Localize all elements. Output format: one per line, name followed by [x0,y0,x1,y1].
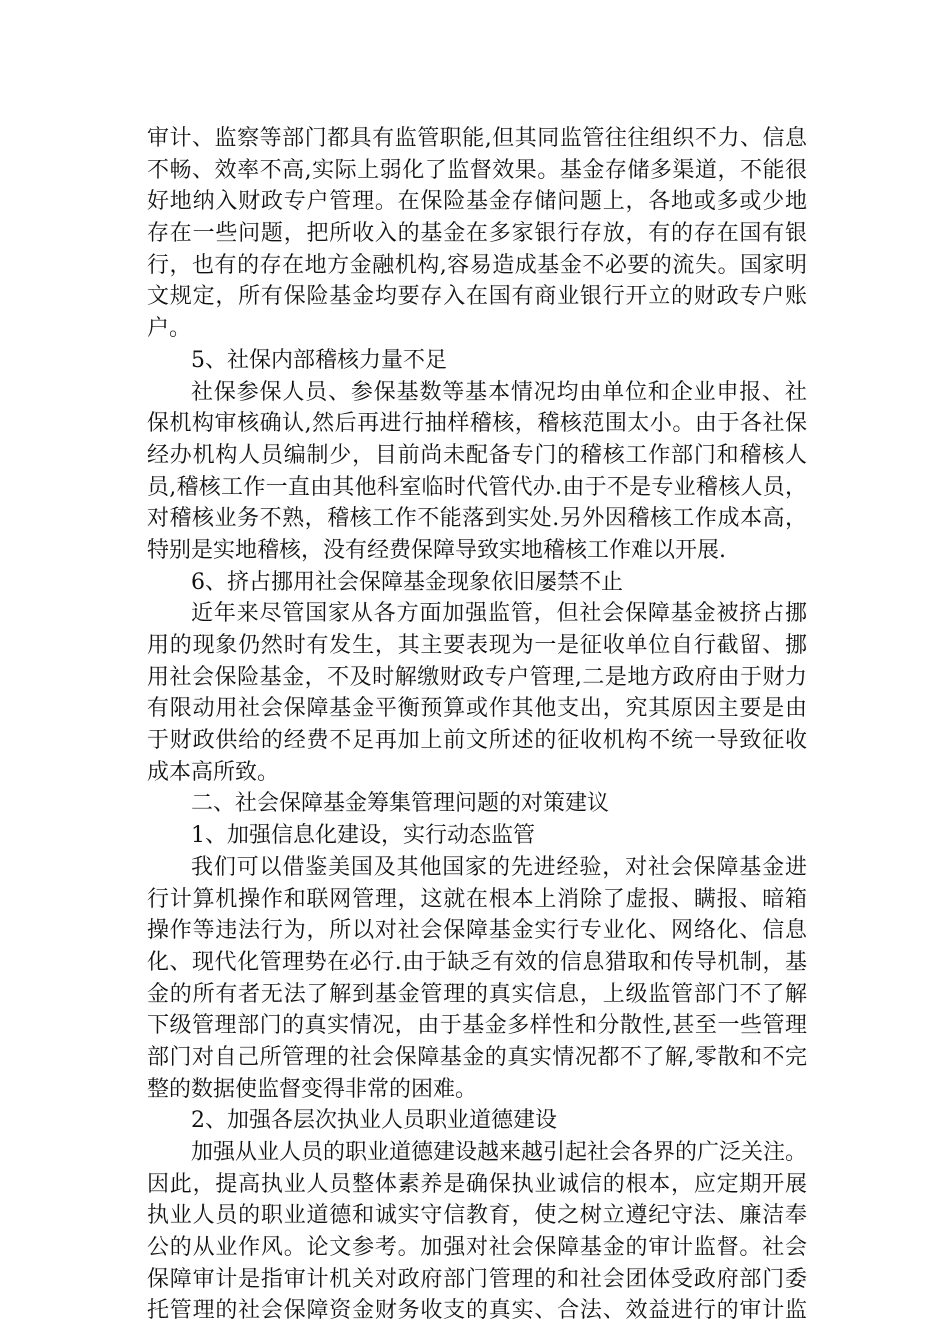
text-line: 执业人员的职业道德和诚实守信教育，使之树立遵纪守法、廉洁奉 [147,1203,807,1229]
text-line: 有限动用社会保障基金平衡预算或作其他支出，究其原因主要是由 [147,696,807,722]
text-line: 托管理的社会保障资金财务收支的真实、合法、效益进行的审计监 [147,1298,807,1324]
text-line: 不畅、效率不高,实际上弱化了监督效果。基金存储多渠道，不能很 [147,157,807,183]
text-line: 员,稽核工作一直由其他科室临时代管代办.由于不是专业稽核人员， [147,474,807,500]
text-line: 存在一些问题，把所收入的基金在多家银行存放，有的存在国有银 [147,221,807,247]
text-line: 审计、监察等部门都具有监管职能,但其同监管往往组织不力、信息 [147,126,807,151]
text-line: 对稽核业务不熟，稽核工作不能落到实处.另外因稽核工作成本高， [147,506,807,532]
text-line: 户。 [147,316,192,342]
text-line: 用社会保险基金，不及时解缴财政专户管理,二是地方政府由于财力 [147,664,807,690]
text-line: 好地纳入财政专户管理。在保险基金存储问题上，各地或多或少地 [147,189,807,215]
text-line: 用的现象仍然时有发生，其主要表现为一是征收单位自行截留、挪 [147,633,807,658]
text-line: 特别是实地稽核，没有经费保障导致实地稽核工作难以开展. [147,537,726,563]
text-line: 行，也有的存在地方金融机构,容易造成基金不必要的流失。国家明 [147,252,807,278]
section-heading: 1、加强信息化建设，实行动态监管 [191,823,535,849]
text-line: 文规定，所有保险基金均要存入在国有商业银行开立的财政专户账 [147,284,807,310]
text-line: 近年来尽管国家从各方面加强监管，但社会保障基金被挤占挪 [191,601,807,627]
section-heading: 二、社会保障基金筹集管理问题的对策建议 [191,791,610,817]
text-line: 整的数据使监督变得非常的困难。 [147,1076,478,1102]
section-heading: 6、挤占挪用社会保障基金现象依旧屡禁不止 [191,569,623,595]
text-line: 于财政供给的经费不足再加上前文所述的征收机构不统一导致征收 [147,728,807,754]
text-line: 社保参保人员、参保基数等基本情况均由单位和企业申报、社 [191,379,807,405]
text-line: 成本高所致。 [147,759,280,785]
section-heading: 2、加强各层次执业人员职业道德建设 [191,1108,557,1134]
text-line: 我们可以借鉴美国及其他国家的先进经验，对社会保障基金进 [191,854,807,880]
text-line: 因此，提高执业人员整体素养是确保执业诚信的根本，应定期开展 [147,1171,807,1197]
text-line: 下级管理部门的真实情况，由于基金多样性和分散性,甚至一些管理 [147,1013,807,1039]
text-line: 经办机构人员编制少，目前尚未配备专门的稽核工作部门和稽核人 [147,442,807,468]
text-line: 保机构审核确认,然后再进行抽样稽核，稽核范围太小。由于各社保 [147,411,807,437]
text-line: 部门对自己所管理的社会保障基金的真实情况都不了解,零散和不完 [147,1044,807,1070]
text-line: 保障审计是指审计机关对政府部门管理的和社会团体受政府部门委 [147,1266,807,1292]
text-line: 行计算机操作和联网管理，这就在根本上消除了虚报、瞒报、暗箱 [147,886,807,912]
text-line: 公的从业作风。论文参考。加强对社会保障基金的审计监督。社会 [147,1235,807,1261]
section-heading: 5、社保内部稽核力量不足 [191,347,447,373]
text-line: 化、现代化管理势在必行.由于缺乏有效的信息猎取和传导机制，基 [147,949,807,975]
text-line: 金的所有者无法了解到基金管理的真实信息，上级监管部门不了解 [147,981,807,1007]
text-line: 加强从业人员的职业道德建设越来越引起社会各界的广泛关注。 [191,1140,808,1165]
text-line: 操作等违法行为，所以对社会保障基金实行专业化、网络化、信息 [147,918,807,944]
document-body [147,123,807,1327]
